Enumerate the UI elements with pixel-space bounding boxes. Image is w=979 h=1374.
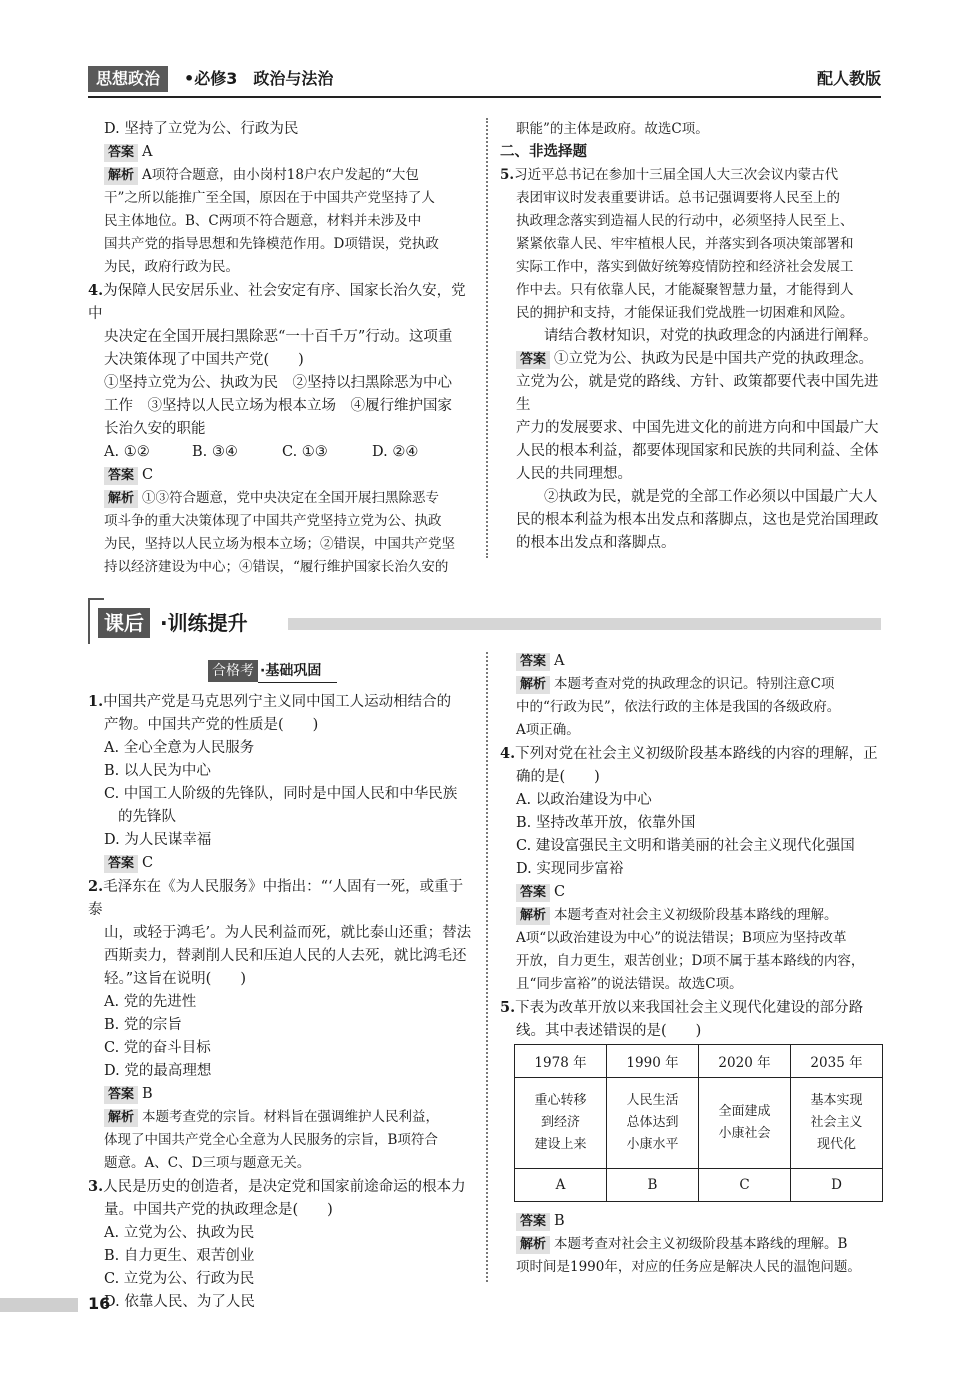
- option: B. 以人民为中心: [104, 763, 211, 779]
- explanation-line: ①③符合题意，党中央决定在全国开展扫黑除恶专: [142, 490, 440, 506]
- question-stem: 民的拥护和支持，才能保证我们党战胜一切困难和风险。: [516, 305, 854, 321]
- question-stem: 习近平总书记在参加十三届全国人大三次会议内蒙古代: [514, 167, 839, 183]
- answer-label: 答案: [516, 351, 550, 369]
- option-row: [88, 441, 474, 464]
- top-left-column: [88, 118, 474, 579]
- question-stem: 表团审议时发表重要讲话。总书记强调要将人民至上的: [516, 190, 840, 206]
- question-number: 4.: [500, 745, 516, 762]
- bottom-right-column: [500, 650, 884, 1043]
- roadmap-table: [514, 1044, 883, 1202]
- question-number: 5.: [500, 999, 516, 1016]
- question-number: 3.: [88, 1178, 104, 1195]
- option: D. 坚持了立党为公、行政为民: [104, 121, 299, 137]
- subsection-header: [208, 660, 337, 682]
- explanation-line: 民主体地位。B、C两项不符合题意，材料并未涉及中: [104, 213, 422, 229]
- answer-value: C: [142, 467, 154, 483]
- question-stem: 线。其中表述错误的是( ): [516, 1023, 702, 1039]
- section-box: 课后: [98, 608, 150, 638]
- explanation-line: 本题考查党的宗旨。材料旨在强调维护人民利益，: [142, 1109, 440, 1125]
- explanation-line: 开放，自力更生，艰苦创业；D项不属于基本路线的内容，: [516, 953, 865, 969]
- question-stem: 轻。”这旨在说明( ): [104, 971, 246, 987]
- option: A. ①②: [104, 444, 150, 460]
- table-cell: [607, 1078, 699, 1169]
- explanation-line: 体现了中国共产党全心全意为人民服务的宗旨，B项符合: [104, 1132, 438, 1148]
- question-item: 长治久安的职能: [104, 421, 206, 437]
- subsection-box: 合格考: [208, 660, 258, 682]
- explanation-line: A项正确。: [516, 722, 580, 738]
- column-divider: [486, 118, 488, 558]
- answer-value: B: [142, 1086, 153, 1102]
- explanation-label: 解析: [104, 490, 138, 508]
- option: C. 立党为公、行政为民: [104, 1271, 255, 1287]
- answer-value: C: [142, 855, 154, 871]
- question-item: ①坚持立党为公、执政为民 ②坚持以扫黑除恶为中心: [104, 375, 452, 391]
- footer-bar: [0, 1298, 78, 1312]
- edition-label: 配人教版: [816, 69, 881, 88]
- explanation-line: 干”之所以能推广至全国，原因在于中国共产党坚持了人: [104, 190, 435, 206]
- answer-line: 人民的根本利益，都要体现国家和民族的共同利益、全体: [516, 443, 879, 459]
- question-number: 1.: [88, 693, 104, 710]
- book-title: •必修3 政治与法治: [184, 69, 334, 88]
- answer-line: 产力的发展要求、中国先进文化的前进方向和中国最广大: [516, 420, 879, 436]
- explanation-line: 职能”的主体是政府。故选C项。: [516, 121, 709, 137]
- option: B. ③④: [192, 444, 238, 460]
- table-header-cell: 1978 年: [515, 1045, 607, 1078]
- table-cell: D: [791, 1169, 883, 1202]
- cell-line: 基本实现: [810, 1093, 863, 1108]
- top-right-column: [500, 118, 884, 555]
- cell-line: 到经济: [540, 1115, 580, 1130]
- question-stem: 大决策体现了中国共产党( ): [104, 352, 304, 368]
- question-stem: 确的是( ): [516, 769, 600, 785]
- option: D. 实现同步富裕: [516, 861, 624, 877]
- explanation-label: 解析: [104, 167, 138, 185]
- explanation-line: 国共产党的指导思想和先锋模范作用。D项错误，党执政: [104, 236, 439, 252]
- cell-line: 人民生活: [626, 1093, 679, 1108]
- answer-line: 立党为公，就是党的路线、方针、政策都要代表中国先进生: [516, 374, 879, 413]
- question-stem: 下表为改革开放以来我国社会主义现代化建设的部分路: [515, 1000, 864, 1016]
- question-stem: 人民是历史的创造者，是决定党和国家前途命运的根本力: [103, 1179, 466, 1195]
- option: B. 党的宗旨: [104, 1017, 182, 1033]
- cell-line: 建设上来: [534, 1137, 587, 1152]
- answer-label: 答案: [516, 1213, 550, 1231]
- answer-label: 答案: [104, 855, 138, 873]
- explanation-line: 且“同步富裕”的说法错误。故选C项。: [516, 976, 743, 992]
- option: A. 立党为公、执政为民: [104, 1225, 255, 1241]
- option: D. 党的最高理想: [104, 1063, 212, 1079]
- answer-label: 答案: [516, 653, 550, 671]
- part-heading: 二、非选择题: [500, 144, 587, 160]
- explanation-line: 为民，坚持以人民立场为根本立场；②错误，中国共产党坚: [104, 536, 455, 552]
- question-stem: 下列对党在社会主义初级阶段基本路线的内容的理解，正: [515, 746, 878, 762]
- answer-line: ②执政为民，就是党的全部工作必须以中国最广大人: [544, 489, 878, 505]
- option: D. 为人民谋幸福: [104, 832, 212, 848]
- explanation-line: 持以经济建设为中心；④错误，“履行维护国家长治久安的: [104, 559, 449, 575]
- subject-tag: 思想政治: [88, 66, 168, 92]
- table-header-cell: 2035 年: [791, 1045, 883, 1078]
- answer-line: 民的根本利益为根本出发点和落脚点，这也是党治国理政: [516, 512, 879, 528]
- cell-line: 小康社会: [718, 1126, 771, 1141]
- table-header-cell: 1990 年: [607, 1045, 699, 1078]
- page-number: 16: [88, 1294, 111, 1313]
- option: 的先锋队: [118, 809, 176, 825]
- question-stem: 毛泽东在《为人民服务》中指出：“‘人固有一死，或重于泰: [88, 879, 464, 918]
- option: C. ①③: [282, 444, 328, 460]
- answer-value: C: [554, 884, 566, 900]
- question-stem: 西斯卖力，替剥削人民和压迫人民的人去死，就比鸿毛还: [104, 948, 467, 964]
- explanation-label: 解析: [104, 1109, 138, 1127]
- table-cell: [515, 1078, 607, 1169]
- answer-line: 人民的共同理想。: [516, 466, 632, 482]
- cell-line: 现代化: [816, 1137, 856, 1152]
- option: D. 依靠人民、为了人民: [104, 1294, 255, 1310]
- question-stem: 紧紧依靠人民、牢牢植根人民，并落实到各项决策部署和: [516, 236, 854, 252]
- explanation-label: 解析: [516, 907, 550, 925]
- table-cell: A: [515, 1169, 607, 1202]
- cell-line: 全面建成: [718, 1104, 771, 1119]
- answer-value: A: [142, 144, 153, 160]
- option: A. 全心全意为人民服务: [104, 740, 255, 756]
- explanation-line: 本题考查对党的执政理念的识记。特别注意C项: [554, 676, 835, 692]
- bottom-right-tail: [500, 1210, 884, 1279]
- explanation-line: 本题考查对社会主义初级阶段基本路线的理解。B: [554, 1236, 848, 1252]
- question-stem: 实际工作中，落实到做好统筹疫情防控和经济社会发展工: [516, 259, 854, 275]
- option: C. 建设富强民主文明和谐美丽的社会主义现代化强国: [516, 838, 855, 854]
- question-number: 5.: [500, 167, 515, 183]
- option: D. ②④: [372, 444, 419, 460]
- explanation-line: 题意。A、C、D三项与题意无关。: [104, 1155, 311, 1171]
- question-stem: 中国共产党是马克思列宁主义同中国工人运动相结合的: [103, 694, 452, 710]
- option: C. 中国工人阶级的先锋队，同时是中国人民和中华民族: [104, 786, 458, 802]
- question-ask: 请结合教材知识，对党的执政理念的内涵进行阐释。: [544, 328, 878, 344]
- section-title: ·训练提升: [160, 611, 248, 635]
- option: B. 自力更生、艰苦创业: [104, 1248, 255, 1264]
- cell-line: 社会主义: [810, 1115, 863, 1130]
- question-item: 工作 ③坚持以人民立场为根本立场 ④履行维护国家: [104, 398, 452, 414]
- question-stem: 央决定在全国开展扫黑除恶“一十百千万”行动。这项重: [104, 329, 453, 345]
- table-row: [515, 1078, 883, 1169]
- answer-line: ①立党为公、执政为民是中国共产党的执政理念。: [554, 351, 874, 367]
- page-header: [88, 64, 881, 94]
- option: C. 党的奋斗目标: [104, 1040, 211, 1056]
- cell-line: 重心转移: [534, 1093, 587, 1108]
- option: B. 坚持改革开放，依靠外国: [516, 815, 696, 831]
- section-header: [88, 598, 881, 642]
- explanation-line: A项“以政治建设为中心”的说法错误；B项应为坚持改革: [516, 930, 847, 946]
- answer-label: 答案: [104, 144, 138, 162]
- table-cell: [699, 1078, 791, 1169]
- explanation-label: 解析: [516, 676, 550, 694]
- explanation-line: A项符合题意，由小岗村18户农户发起的“大包: [142, 167, 419, 183]
- question-number: 2.: [88, 878, 104, 895]
- table-cell: [791, 1078, 883, 1169]
- question-stem: 为保障人民安居乐业、社会安定有序、国家长治久安，党中: [88, 283, 466, 322]
- table-cell: B: [607, 1169, 699, 1202]
- answer-line: 的根本出发点和落脚点。: [516, 535, 676, 551]
- question-number: 4.: [88, 282, 104, 299]
- explanation-line: 项时间是1990年，对应的任务应是解决人民的温饱问题。: [516, 1259, 861, 1275]
- bottom-left-column: [88, 690, 474, 1314]
- explanation-line: 为民，政府行政为民。: [104, 259, 239, 275]
- explanation-label: 解析: [516, 1236, 550, 1254]
- section-bar: [288, 618, 881, 630]
- table-cell: C: [699, 1169, 791, 1202]
- question-stem: 山，或轻于鸿毛’。为人民利益而死，就比泰山还重；替法: [104, 925, 472, 941]
- answer-value: B: [554, 1213, 565, 1229]
- explanation-line: 项斗争的重大决策体现了中国共产党坚持立党为公、执政: [104, 513, 442, 529]
- header-rule: [88, 96, 881, 98]
- subsection-title: ·基础巩固: [258, 660, 337, 683]
- answer-label: 答案: [516, 884, 550, 902]
- answer-label: 答案: [104, 1086, 138, 1104]
- question-stem: 产物。中国共产党的性质是( ): [104, 717, 319, 733]
- explanation-line: 中的“行政为民”，依法行政的主体是我国的各级政府。: [516, 699, 841, 715]
- option: A. 以政治建设为中心: [516, 792, 652, 808]
- question-stem: 作中去。只有依靠人民，才能凝聚智慧力量，才能得到人: [516, 282, 854, 298]
- question-stem: 执政理念落实到造福人民的行动中，必须坚持人民至上、: [516, 213, 854, 229]
- table-header-row: [515, 1045, 883, 1078]
- cell-line: 总体达到: [626, 1115, 679, 1130]
- explanation-line: 本题考查对社会主义初级阶段基本路线的理解。: [554, 907, 838, 923]
- cell-line: 小康水平: [626, 1137, 679, 1152]
- answer-label: 答案: [104, 467, 138, 485]
- question-stem: 量。中国共产党的执政理念是( ): [104, 1202, 333, 1218]
- table-header-cell: 2020 年: [699, 1045, 791, 1078]
- table-row: [515, 1169, 883, 1202]
- answer-value: A: [554, 653, 565, 669]
- option: A. 党的先进性: [104, 994, 197, 1010]
- column-divider: [486, 652, 488, 1282]
